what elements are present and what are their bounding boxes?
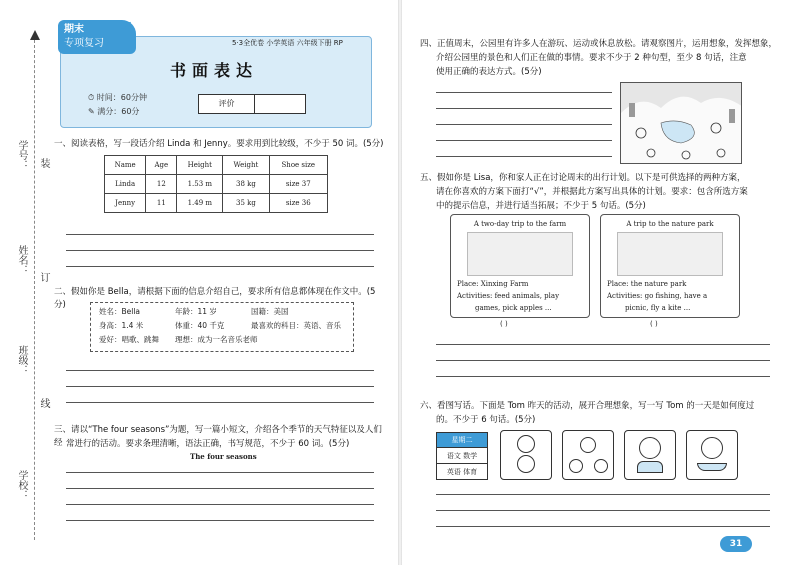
bike-wheel-icon	[594, 459, 608, 473]
binding-dashed-line	[34, 40, 35, 540]
table-cell: 1.49 m	[177, 194, 223, 213]
info-weight: 体重：40 千克	[175, 321, 225, 330]
boy-head-icon	[580, 437, 596, 453]
park-illustration	[620, 82, 742, 164]
book-spine	[398, 0, 402, 565]
table-header-row	[105, 156, 328, 175]
question-2-text: 二、假如你是 Bella，请根据下面的信息介绍自己，要求所有信息都体现在作文中。(5分)	[54, 287, 376, 310]
info-age: 年龄：11 岁	[175, 307, 217, 316]
info-table	[104, 155, 328, 213]
full-score-text: 满分：60分	[97, 107, 140, 116]
table-row	[105, 175, 328, 194]
park-pond	[661, 121, 694, 143]
bella-info-box	[90, 302, 354, 352]
plan-farm-checkbox[interactable]: ( )	[500, 320, 508, 328]
park-person	[636, 128, 646, 138]
table-cell: 35 kg	[223, 194, 269, 213]
table-header-cell: Weight	[223, 156, 269, 175]
table-cell: size 36	[269, 194, 327, 213]
evaluation-box	[198, 94, 306, 114]
bike-wheel-icon	[569, 459, 583, 473]
answer-lines-q5[interactable]	[436, 334, 770, 386]
binding-marker-zhuang: 装	[38, 158, 49, 168]
farm-illustration	[467, 232, 573, 276]
table-cell: Jenny	[105, 194, 146, 213]
table-cell: 38 kg	[223, 175, 269, 194]
plan-park-place: Place: the nature park	[607, 280, 687, 288]
park-mountains	[621, 83, 742, 113]
full-score	[88, 106, 139, 117]
plan-farm-title: A two-day trip to the farm	[473, 220, 567, 228]
table-header-cell: Shoe size	[269, 156, 327, 175]
info-row	[99, 305, 345, 319]
table-header-cell: Height	[177, 156, 223, 175]
binding-marker-xian: 线	[38, 398, 49, 408]
plan-park-checkbox[interactable]: ( )	[650, 320, 658, 328]
time-limit	[88, 92, 147, 103]
question-4-line1: 四、正值周末，公园里有许多人在游玩、运动或休息放松。请观察图片，运用想象，发挥想象，	[420, 39, 778, 49]
student-name-label: 姓名：	[16, 245, 27, 275]
plan-park-activities2: picnic, fly a kite ...	[625, 304, 691, 312]
table-header-cell: Name	[105, 156, 146, 175]
park-person	[647, 149, 655, 157]
boy-head-icon	[701, 437, 723, 459]
boy-shirt-icon	[637, 461, 663, 473]
clock-picture	[500, 430, 552, 480]
question-3-text-line1: 三、请以“The four seasons”为题，写一篇小短文，介绍各个季节的天气特征以及人们经	[54, 425, 382, 448]
schedule-row: 英语 体育	[437, 463, 487, 479]
park-tree	[629, 103, 635, 117]
info-nationality: 国籍：美国	[251, 307, 289, 316]
info-hobby: 爱好：唱歌、跳舞	[99, 335, 159, 344]
park-tree	[729, 109, 735, 123]
table-cell: Linda	[105, 175, 146, 194]
schedule-row: 语文 数学	[437, 447, 487, 463]
answer-lines-q1[interactable]	[66, 226, 374, 276]
table-cell: 11	[146, 194, 177, 213]
info-row	[99, 319, 345, 333]
nature-park-illustration	[617, 232, 723, 276]
info-name: 姓名：Bella	[99, 307, 141, 316]
clock-icon: ⏱	[88, 93, 97, 102]
boy-head-icon	[639, 437, 661, 459]
answer-lines-q4[interactable]	[436, 84, 612, 164]
question-6-line1: 六、看图写话。下面是 Tom 昨天的活动，展开合理想象，写一写 Tom 的一天是如何度过	[420, 401, 755, 411]
question-5-line2: 请在你喜欢的方案下面打“√”，并根据此方案写出具体的计划。要求：包含所选方案	[436, 187, 748, 197]
clock-icon	[517, 455, 535, 473]
review-tag-line1: 期末	[64, 24, 84, 35]
question-1-text: 一、阅读表格，写一段话介绍 Linda 和 Jenny。要求用到比较级，不少于 50 词。(5分)	[54, 139, 384, 149]
question-4-line2: 介绍公园里的景色和人们正在做的事情。要求不少于 2 种句型，至少 8 句话，注意	[436, 53, 747, 63]
rocket-icon: ➶	[120, 16, 134, 35]
plan-park-title: A trip to the nature park	[626, 220, 714, 228]
student-id-label: 学号：	[16, 140, 27, 170]
info-height: 身高：1.4 米	[99, 321, 144, 330]
answer-lines-q3[interactable]	[66, 462, 374, 532]
info-dream: 理想：成为一名音乐老师	[175, 335, 258, 344]
answer-lines-q2[interactable]	[66, 362, 374, 412]
arrow-up-icon	[30, 30, 40, 40]
cycling-picture	[562, 430, 614, 480]
binding-marker-ding: 订	[38, 272, 49, 282]
class-schedule	[436, 432, 488, 480]
park-person	[717, 149, 725, 157]
plan-farm-place: Place: Xinxing Farm	[457, 280, 529, 288]
essay-title: The four seasons	[190, 452, 257, 461]
school-label: 学校：	[16, 470, 27, 500]
table-cell: 1.53 m	[177, 175, 223, 194]
plan-farm-card[interactable]	[450, 214, 590, 318]
table-header-cell: Age	[146, 156, 177, 175]
review-tag-line2: 专项复习	[64, 38, 104, 49]
time-limit-text: 时间：60分钟	[96, 93, 147, 102]
class-label: 班级：	[16, 345, 27, 375]
question-4-line3: 使用正确的表达方式。(5分)	[436, 67, 542, 77]
evaluation-label: 评价	[199, 95, 255, 113]
pen-icon: ✎	[88, 107, 98, 116]
answer-lines-q6[interactable]	[436, 484, 770, 536]
table-cell: 12	[146, 175, 177, 194]
park-person	[682, 151, 690, 159]
page-title: 书面表达	[170, 61, 259, 80]
info-subject: 最喜欢的科目：英语、音乐	[251, 321, 341, 330]
question-5-line1: 五、假如你是 Lisa，你和家人正在讨论周末的出行计划。以下是可供选择的两种方案，	[420, 173, 746, 183]
question-3-text-line2: 常进行的活动。要求条理清晰，语法正确，书写规范，不少于 60 词。(5分)	[66, 439, 350, 449]
boy-picture	[624, 430, 676, 480]
basin-icon	[697, 463, 727, 471]
plan-farm-activities1: Activities: feed animals, play	[457, 292, 560, 300]
question-5-line3: 中的提示信息，并进行适当拓展；不少于 5 句话。(5分)	[436, 201, 646, 211]
washing-picture	[686, 430, 738, 480]
schedule-day: 星期二	[437, 433, 487, 447]
park-person	[711, 123, 721, 133]
evaluation-field[interactable]	[255, 95, 305, 113]
plan-farm-activities2: games, pick apples ...	[475, 304, 552, 312]
table-row	[105, 194, 328, 213]
book-series: 5·3全优卷 小学英语 六年级下册 RP	[232, 39, 343, 47]
plan-park-card[interactable]	[600, 214, 740, 318]
question-6-line2: 的。不少于 6 句话。(5分)	[436, 415, 536, 425]
info-row	[99, 333, 345, 347]
clock-icon	[517, 435, 535, 453]
table-cell: size 37	[269, 175, 327, 194]
plan-park-activities1: Activities: go fishing, have a	[607, 292, 708, 300]
page-number: 31	[720, 536, 752, 552]
